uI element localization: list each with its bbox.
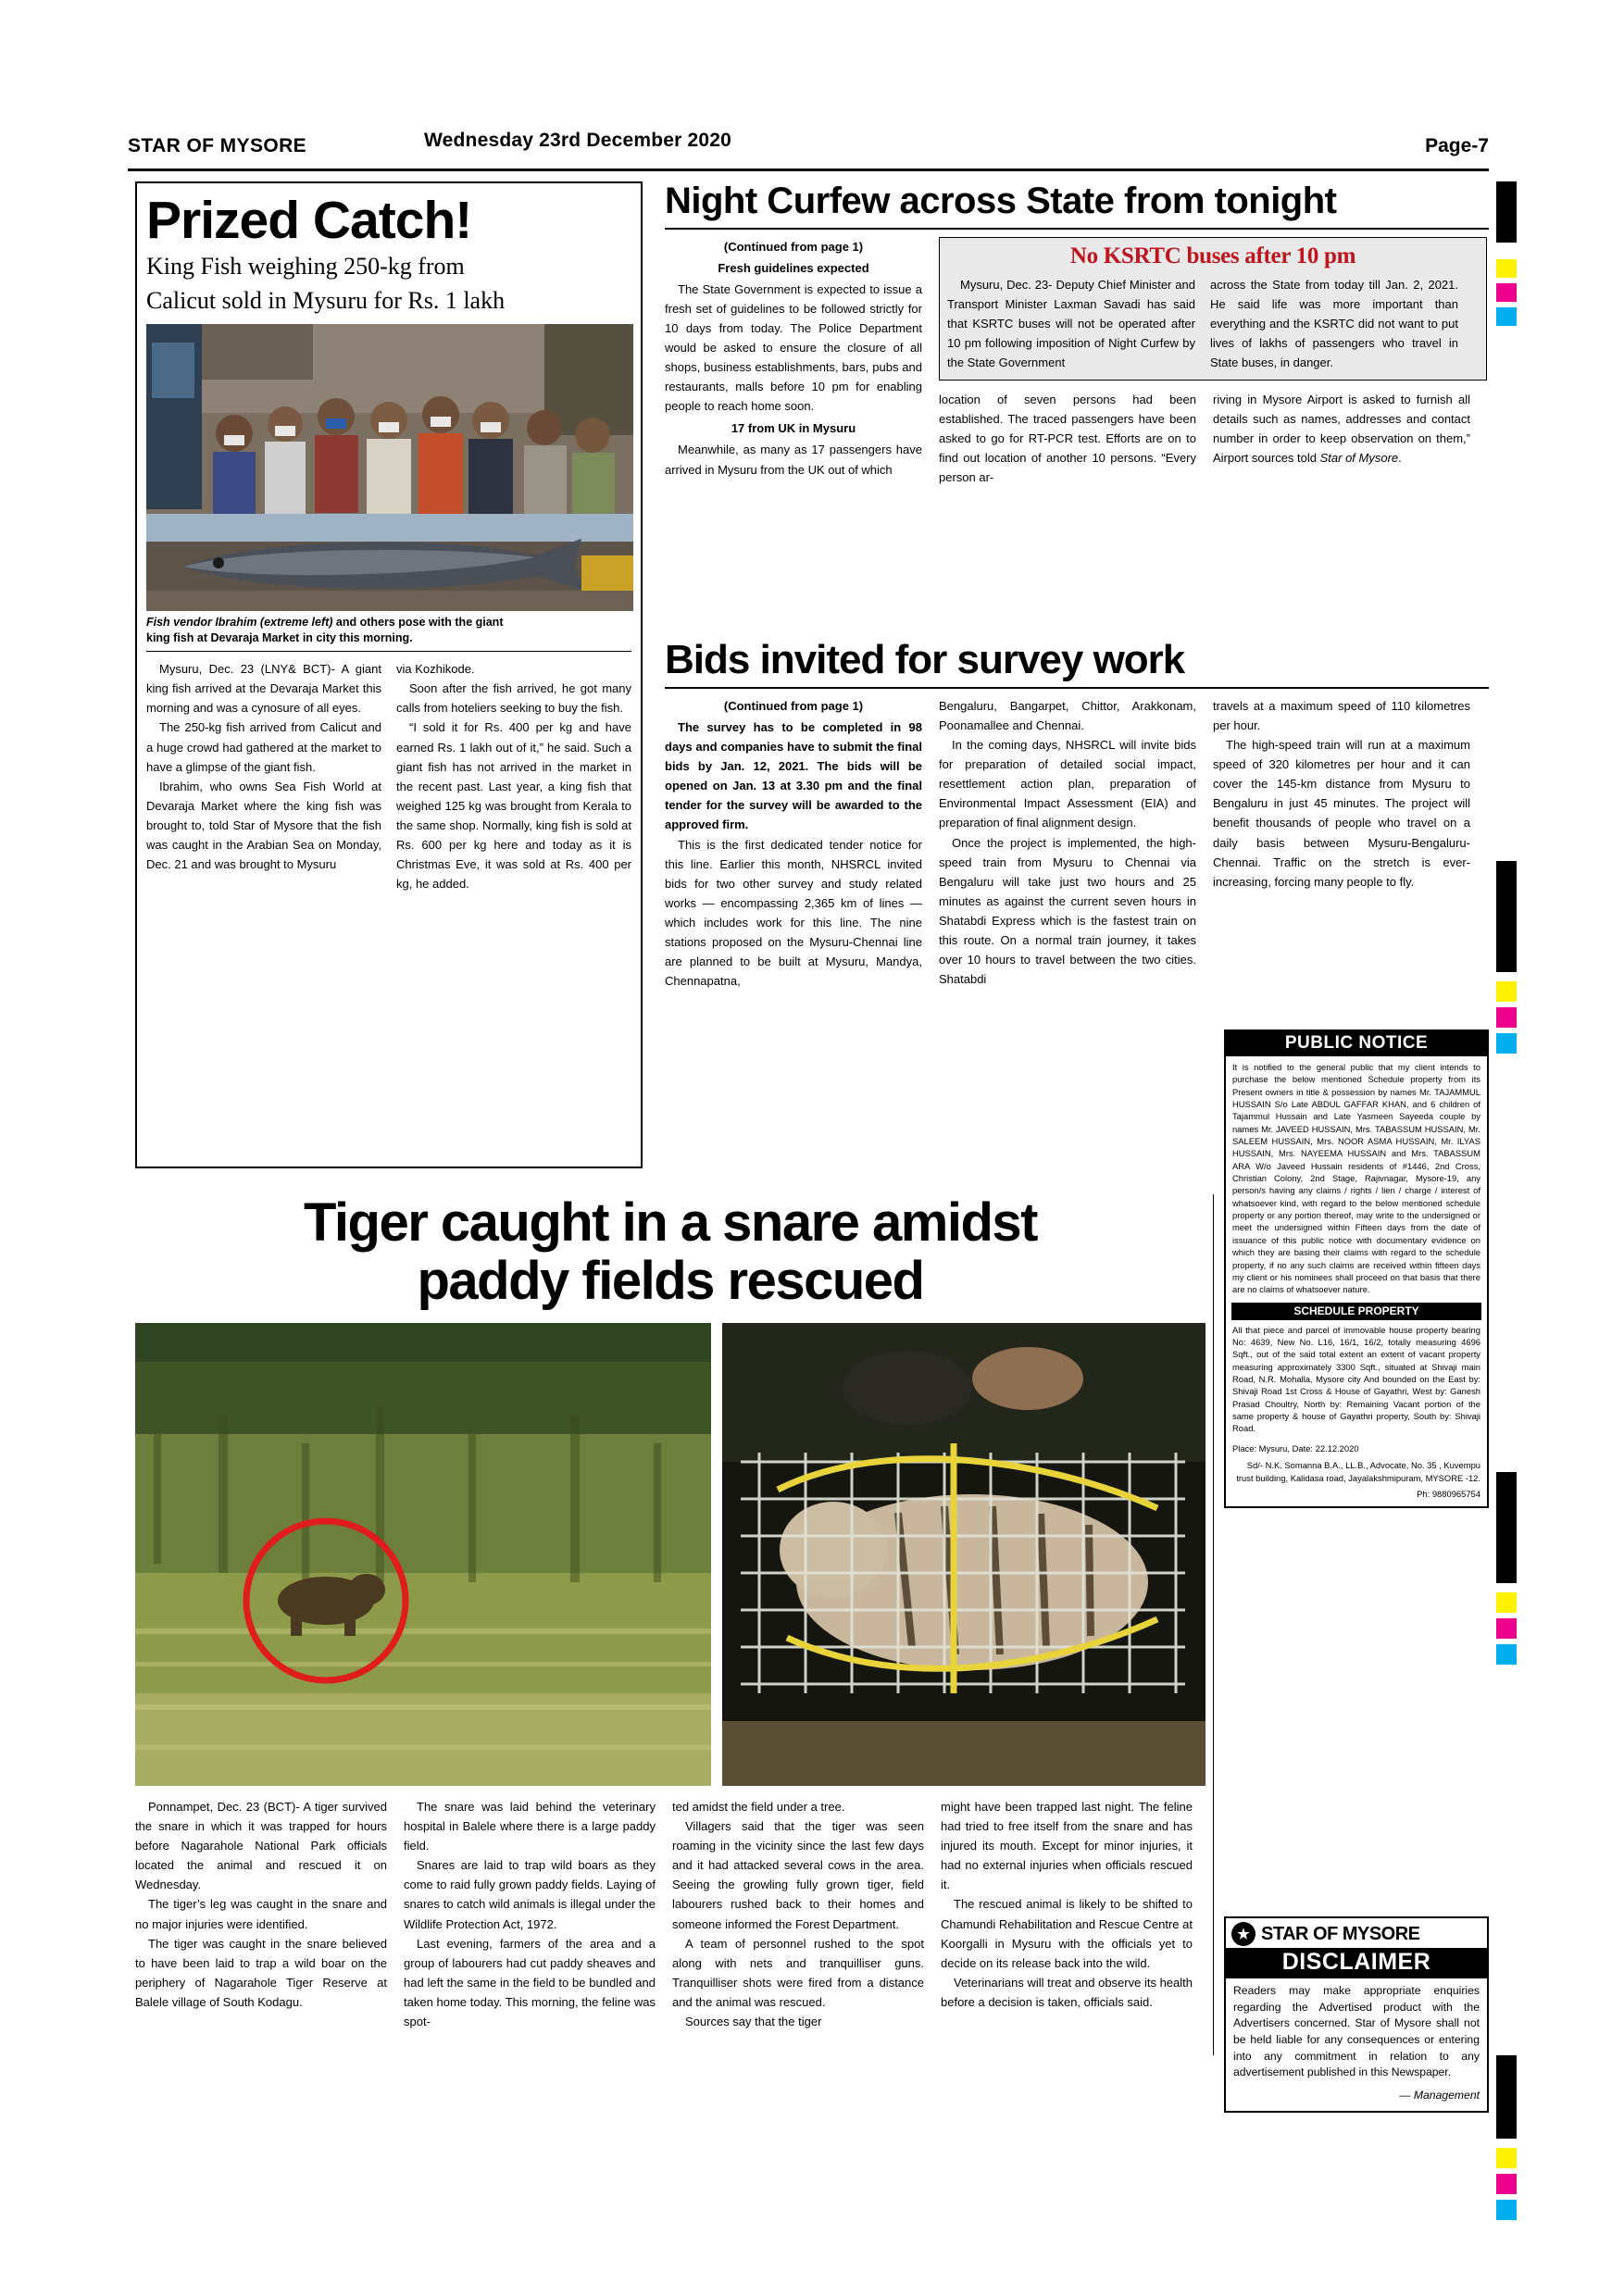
public-notice-advocate: Sd/- N.K. Somanna B.A., LL.B., Advocate, No. 35 , Kuvempu trust building, Kalidasa road, Jayalakshmipuram, MYSORE -12.: [1236, 1460, 1480, 1483]
disclaimer-signature: — Management: [1399, 2089, 1480, 2103]
tiger-columns: [135, 1797, 1206, 2031]
article-night-curfew: [665, 181, 1489, 487]
paragraph: travels at a maximum speed of 110 kilometres per hour.: [1213, 699, 1470, 733]
paragraph: location of seven persons had been established. The traced passengers have been asked to go for RT-PCR test. Efforts are on to find out location of another 10 persons. “Every person ar-: [939, 393, 1196, 485]
bids-col-1: [665, 696, 922, 991]
registration-bar-mid: [1496, 861, 1517, 1054]
article-tiger-rescue: [135, 1194, 1206, 2031]
paragraph: The tiger was caught in the snare believed to have been laid to trap a wild boar on the periphery of Nagarahole Tiger Reserve at Balele village of South Kodagu.: [135, 1936, 387, 2009]
continued-label: (Continued from page 1): [723, 699, 864, 714]
subhead-fresh-guidelines: Fresh guidelines expected: [718, 261, 869, 276]
tiger-headline-line-2: paddy fields rescued: [417, 1250, 924, 1311]
paragraph: Ponnampet, Dec. 23 (BCT)- A tiger survived the snare in which it was trapped for hours before Nagarahole National Park officials located the animal and rescued it on Wednesday.: [135, 1800, 387, 1892]
ksrtc-col-1: [947, 275, 1195, 372]
disclaimer-brand-text: STAR OF MYSORE: [1261, 1923, 1420, 1944]
paragraph: A team of personnel rushed to the spot along with nets and tranquilliser guns. Tranquilliser shots were fired from a distance and the animal was rescued.: [672, 1936, 924, 2009]
prized-catch-subhead-2: Calicut sold in Mysuru for Rs. 1 lakh: [146, 286, 506, 314]
issue-date: Wednesday 23rd December 2020: [424, 130, 732, 151]
night-curfew-col-3: [1213, 390, 1470, 487]
schedule-property-body: All that piece and parcel of immovable house property bearing No: 4639, New No. L16, 16/1, 16/2, totally measuring 4696 Sqft., out of the said total extent an extent of vacant property measuring approximately 3300 Sqft., situated at Shivaji main Road, N.R. Mohalla, Mysore city And bounded on the East by: Shivaji Road 1st Cross & House of Gayathri, West by: Ganesh Prasad Choultry, North by: Remaining Vacant portion of the same property & house of Gayathri property, South by: Shivaji Road.: [1232, 1324, 1480, 1434]
prized-catch-col-1: [146, 659, 381, 893]
ksrtc-box: [939, 237, 1487, 381]
bids-col-2: [939, 696, 1196, 991]
registration-bar-bottom: [1496, 2055, 1517, 2220]
paragraph: across the State from today till Jan. 2, 2021. He said life was more important than everything and the KSRTC did not want to put lives of lakhs of passengers who travel in State buses, in danger.: [1210, 278, 1458, 370]
ad-public-notice: [1224, 1029, 1489, 1508]
caption-bold: and others pose with the giant: [332, 616, 504, 630]
tiger-col-1: [135, 1797, 387, 2031]
continued-label: (Continued from page 1): [723, 240, 864, 254]
registration-bar-lower: [1496, 1472, 1517, 1665]
tiger-in-field-illustration: [135, 1323, 711, 1786]
bids-headline-rule: [665, 687, 1489, 689]
ksrtc-columns: [947, 275, 1479, 372]
night-curfew-lower-columns: [939, 390, 1487, 487]
paragraph: The 250-kg fish arrived from Calicut and a huge crowd had gathered at the market to have a glimpse of the giant fish.: [146, 720, 381, 774]
paragraph: Soon after the fish arrived, he got many calls from hoteliers seeking to buy the fish.: [396, 681, 631, 716]
tiger-in-net-illustration: [722, 1323, 1206, 1786]
masthead: [128, 128, 1489, 165]
public-notice-body: It is notified to the general public that my client intends to purchase the below mentioned Schedule property from its Present owners in title & possession by names Mr. TAJAMMUL HUSSAIN S/o Late ABDUL GAFFAR KHAN, and 6 children of Tajammul Hussain and Late Yasmeen Sayeeda couple by names Mr. JAVEED HUSSAIN, Mrs. TABASSUM HUSSAIN, Mr. SALEEM HUSSAIN, Mrs. NOOR ASMA HUSSAIN, Mr. ILYAS HUSSAIN, Mrs. NAYEEMA HUSSAIN and Mrs. TABASSUM ARA W/o Javeed Hussain residents of #1446, 2nd Cross, Christian Colony, 2nd Stage, Rajivnagar, Mysore-19, any person/s having any claims / rights / lien / charge / interest of whatsoever kind, with regard to the below mentioned schedule property or any portion thereof, may write to the undersigned or meet the undersigned within Fifteen days from the date of issuance of this public notice with documentary evidence on which they are basing their claims with regard to the schedule property, if no any such claims are received within fifteen days my client or his nominees shall proceed on that basis that there are no claims of whatsoever nature.: [1232, 1062, 1480, 1295]
bids-headline: Bids invited for survey work: [665, 637, 1185, 682]
star-icon: ★: [1231, 1922, 1255, 1946]
page-number: Page-7: [1425, 135, 1489, 156]
paragraph: The snare was laid behind the veterinary hospital in Balele where there is a large paddy field.: [404, 1800, 656, 1853]
article-prized-catch: [135, 181, 643, 1168]
tiger-col-3: [672, 1797, 924, 2031]
public-notice-title: PUBLIC NOTICE: [1226, 1031, 1487, 1056]
night-curfew-col-1: [665, 237, 922, 487]
article-bids-survey: [665, 639, 1489, 991]
disclaimer-brand: [1226, 1918, 1487, 1948]
tiger-field-photo: [135, 1323, 711, 1786]
prized-catch-subhead-1: King Fish weighing 250-kg from: [146, 253, 465, 280]
night-curfew-headline: Night Curfew across State from tonight: [665, 181, 1337, 221]
paragraph: Villagers said that the tiger was seen roaming in the vicinity since the last few days and it had attacked several cows in the area. Seeing the growling fully grown tiger, field labourers rushed back to their homes and someone informed the Forest Department.: [672, 1819, 924, 1931]
paper-name: STAR OF MYSORE: [128, 135, 307, 156]
paragraph: might have been trapped last night. The feline had tried to free itself from the snare and has injured its mouth. Except for minor injuries, it had no external injuries when officials rescued it.: [941, 1800, 1193, 1892]
night-curfew-col-2: [939, 390, 1196, 487]
registration-bar-top: [1496, 181, 1517, 326]
paragraph: Snares are laid to trap wild boars as they come to raid fully grown paddy fields. Laying of snares to catch wild animals is illegal under the Wildlife Protection Act, 1972.: [404, 1858, 656, 1931]
tiger-col-2: [404, 1797, 656, 2031]
tiger-headline-line-1: Tiger caught in a snare amidst: [304, 1192, 1037, 1253]
column-rule-1: [1213, 1194, 1214, 2055]
paragraph-text-a: riving in Mysore Airport is asked to furnish all details such as names, addresses and contact number in order to keep observation on them,” Airport sources told: [1213, 393, 1470, 466]
caption-line-2: king fish at Devaraja Market in city this morning.: [146, 630, 413, 644]
disclaimer-title: DISCLAIMER: [1226, 1948, 1487, 1978]
ad-disclaimer: [1224, 1916, 1489, 2113]
tiger-photos: [135, 1323, 1206, 1786]
paragraph: In the coming days, NHSRCL will invite bids for preparation of detailed social impact, resettlement action plan, preparation of Environmental Impact Assessment (EIA) and preparation of final alignment design.: [939, 738, 1196, 830]
prized-catch-headline: Prized Catch!: [146, 191, 472, 250]
headline-rule: [665, 228, 1489, 230]
paragraph: via Kozhikode.: [396, 662, 475, 677]
paragraph: Last evening, farmers of the area and a group of labourers had cut paddy sheaves and had left the same in the field to be bundled and taken home today. This morning, the feline was spot-: [404, 1936, 656, 2028]
paragraph: Veterinarians will treat and observe its health before a decision is taken, officials said.: [941, 1975, 1193, 2009]
paragraph: The high-speed train will run at a maximum speed of 320 kilometres per hour and it can cover the 145-km distance from Mysuru to Bengaluru in just 45 minutes. The project will benefit thousands of people who travel on a daily basis between Mysuru-Bengaluru-Chennai. Traffic on the stretch is ever-increasing, forcing many people to fly.: [1213, 738, 1470, 889]
tiger-netted-photo: [722, 1323, 1206, 1786]
paragraph: [1213, 390, 1470, 468]
prized-catch-col-2: [396, 659, 631, 893]
bids-body: [665, 696, 1489, 991]
paragraph: “I sold it for Rs. 400 per kg and have earned Rs. 1 lakh out of it,” he said. Such a giant fish has not arrived in the market in the recent past. Last year, a king fish that weighed 125 kg was brought from Kerala to the same shop. Normally, king fish is sold at Rs. 600 per kg here and today as it is Christmas Eve, it was sold at Rs. 400 per kg, he added.: [396, 720, 631, 891]
paragraph: Sources say that the tiger: [685, 2014, 822, 2028]
paragraph-bold-lead: The survey has to be completed in 98 days and companies have to submit the final bids by Jan. 12, 2021. The bids will be opened on Jan. 13 at 3.30 pm and the final tender for the survey will be awarded to the approved firm.: [665, 720, 922, 832]
caption-italic: Fish vendor Ibrahim (extreme left): [146, 616, 333, 630]
caption-rule: [146, 651, 631, 652]
ksrtc-headline: No KSRTC buses after 10 pm: [1069, 243, 1356, 268]
paragraph: The State Government is expected to issue a fresh set of guidelines to be followed strictly for 10 days from today. The Police Department would be asked to ensure the closure of all shops, business establishments, bars, pubs and restaurants, malls before 10 pm for enabling people to reach home soon.: [665, 282, 922, 414]
paragraph: This is the first dedicated tender notice for this line. Earlier this month, NHSRCL invited bids for two other survey and study related works — encompassing 2,365 km of lines — which includes work for this line. The nine stations proposed on the Mysuru-Chennai line are planned to be built at Mysuru, Mandya, Chennapatna,: [665, 837, 922, 988]
bids-col-3: [1213, 696, 1470, 991]
subhead-17-from-uk: 17 from UK in Mysuru: [731, 421, 856, 436]
prized-catch-columns: [146, 659, 631, 893]
masthead-rule: [128, 168, 1489, 171]
fish-market-photo-illustration: [146, 324, 633, 611]
paragraph: Mysuru, Dec. 23 (LNY& BCT)- A giant king fish arrived at the Devaraja Market this morning and was a cynosure of all eyes.: [146, 662, 381, 716]
paragraph: Ibrahim, who owns Sea Fish World at Devaraja Market where the king fish was brought to, told Star of Mysore that the fish was caught in the Arabian Sea on Monday, Dec. 21 and was brought to Mysuru: [146, 779, 381, 871]
tiger-col-4: [941, 1797, 1193, 2031]
prized-catch-caption: [146, 615, 631, 645]
paragraph: Once the project is implemented, the high-speed train from Mysuru to Chennai via Bengaluru will take just two hours and 25 minutes as against the current seven hours in Shatabdi Express which is the fastest train on this route. On a normal train journey, it takes over 10 hours to travel between the two cities. Shatabdi: [939, 835, 1196, 986]
disclaimer-body: Readers may make appropriate enquiries regarding the Advertised product with the Advertisers concerned. Star of Mysore shall not be held liable for any consequences or entering into any commitment in relation to any advertisement published in this Newspaper.: [1233, 1984, 1480, 2079]
night-curfew-body: [665, 237, 1489, 487]
paragraph: Mysuru, Dec. 23- Deputy Chief Minister and Transport Minister Laxman Savadi has said that KSRTC buses will not be operated after 10 pm following imposition of Night Curfew by the State Government: [947, 278, 1195, 370]
paragraph: Meanwhile, as many as 17 passengers have arrived in Mysuru from the UK out of which: [665, 443, 922, 477]
night-curfew-right-block: [939, 237, 1487, 487]
paragraph: ted amidst the field under a tree.: [672, 1800, 845, 1815]
prized-catch-photo: [146, 324, 633, 611]
paragraph-text-b: .: [1398, 451, 1402, 466]
paragraph: The tiger’s leg was caught in the snare and no major injuries were identified.: [135, 1897, 387, 1931]
ksrtc-col-2: [1210, 275, 1458, 372]
schedule-property-title: SCHEDULE PROPERTY: [1231, 1303, 1481, 1320]
paragraph: Bengaluru, Bangarpet, Chittor, Arakkonam, Poonamallee and Chennai.: [939, 699, 1196, 733]
paragraph: The rescued animal is likely to be shifted to Chamundi Rehabilitation and Rescue Centre at Koorgalli in Mysuru with the officials yet to decide on its release back into the wild.: [941, 1897, 1193, 1970]
source-name: Star of Mysore: [1319, 451, 1399, 466]
tiger-headline: [135, 1194, 1206, 1310]
public-notice-phone: Ph: 9880965754: [1417, 1488, 1480, 1499]
public-notice-place-date: Place: Mysuru, Date: 22.12.2020: [1232, 1442, 1359, 1454]
